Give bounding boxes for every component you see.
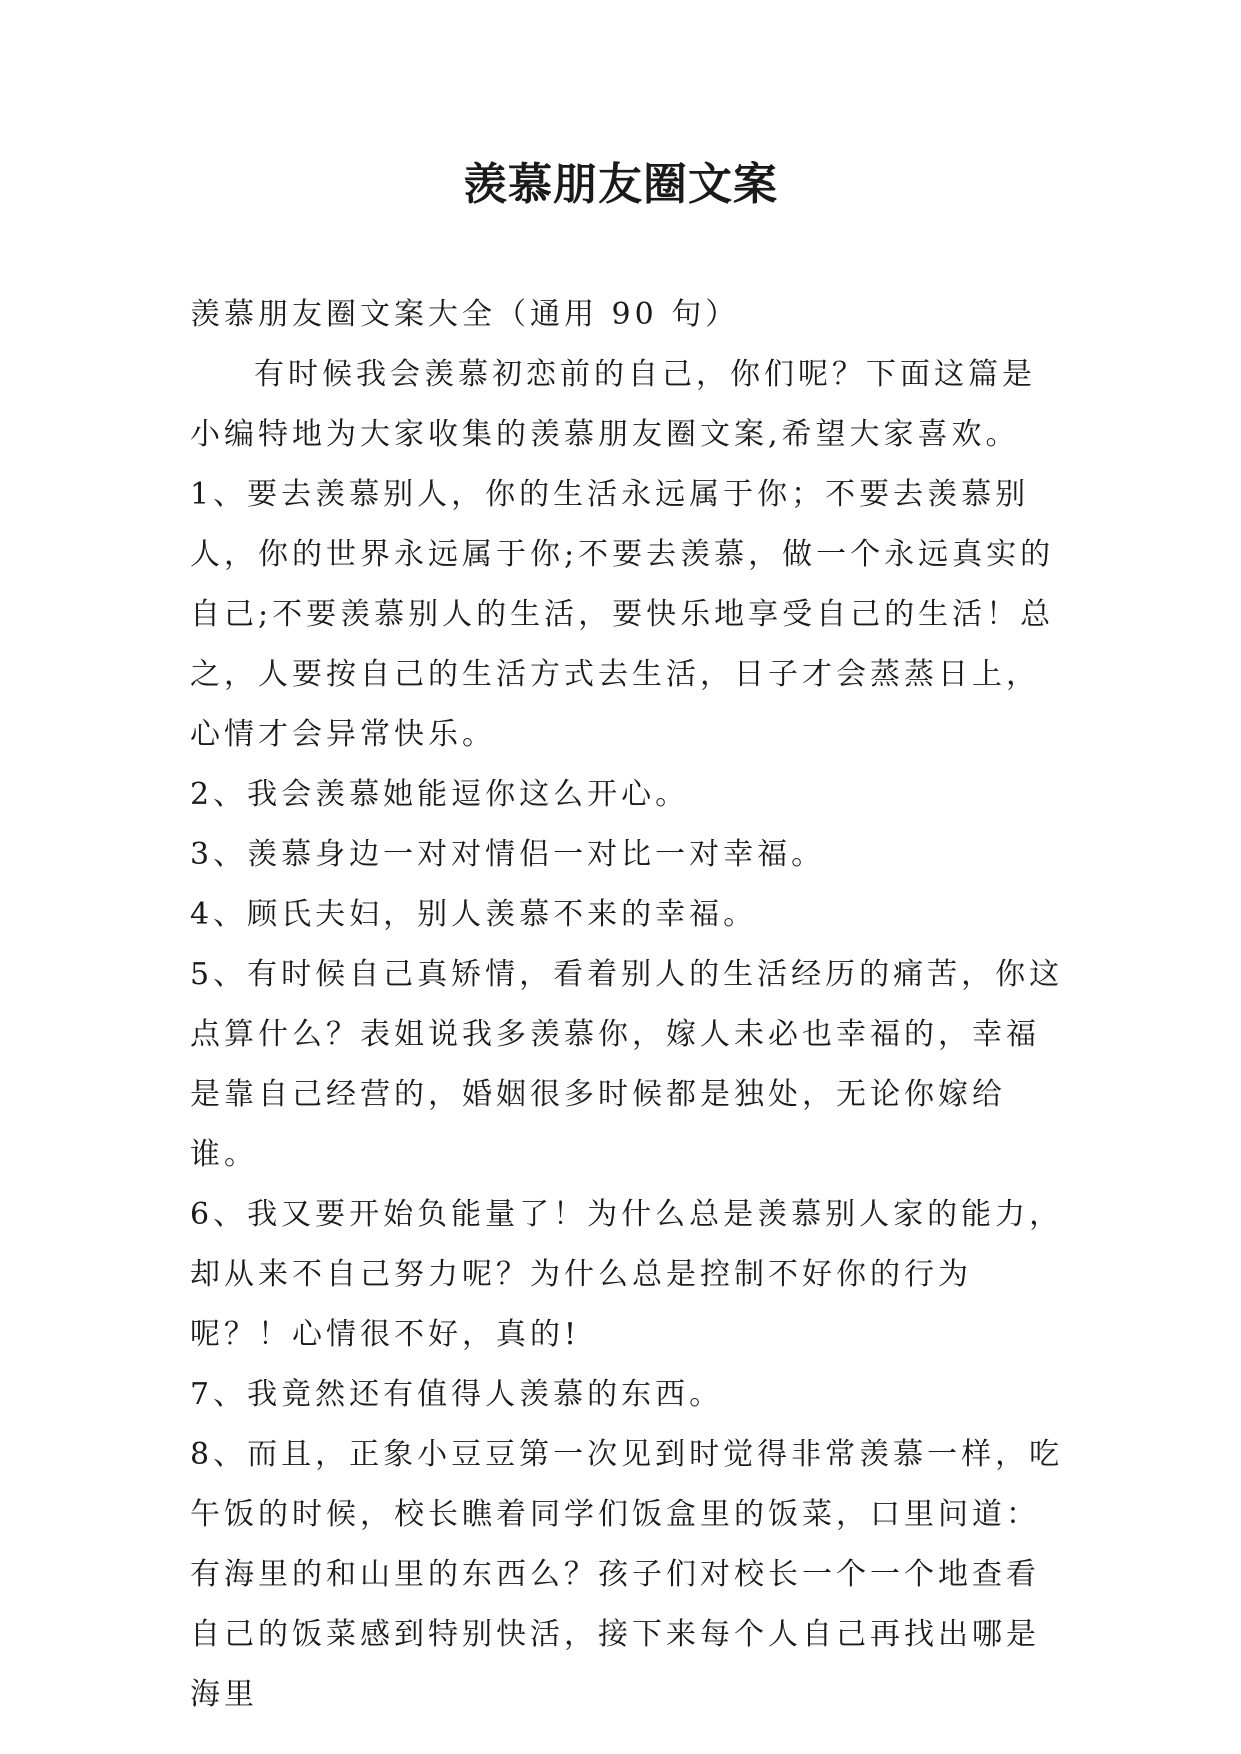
list-item: 6、我又要开始负能量了！为什么总是羡慕别人家的能力，却从来不自己努力呢？为什么总是控制不好你的行为呢？！心情很不好，真的! bbox=[190, 1197, 1064, 1352]
list-item: 3、羡慕身边一对对情侣一对比一对幸福。 bbox=[190, 837, 826, 872]
list-item: 7、我竟然还有值得人羡慕的东西。 bbox=[190, 1377, 724, 1412]
intro-paragraph: 有时候我会羡慕初恋前的自己，你们呢？下面这篇是小编特地为大家收集的羡慕朋友圈文案,希望大家喜欢。 bbox=[190, 357, 1036, 452]
list-item: 5、有时候自己真矫情，看着别人的生活经历的痛苦，你这点算什么？表姐说我多羡慕你，嫁人未必也幸福的，幸福是靠自己经营的，婚姻很多时候都是独处，无论你嫁给谁。 bbox=[190, 957, 1064, 1172]
list-item: 1、要去羡慕别人，你的生活永远属于你；不要去羡慕别人，你的世界永远属于你;不要去羡慕，做一个永远真实的自己;不要羡慕别人的生活，要快乐地享受自己的生活！总之，人要按自己的生活方式去生活，日子才会蒸蒸日上，心情才会异常快乐。 bbox=[190, 477, 1055, 752]
list-item: 2、我会羡慕她能逗你这么开心。 bbox=[190, 777, 690, 812]
document-title: 羡慕朋友圈文案 bbox=[463, 159, 778, 210]
document-body bbox=[190, 285, 1065, 1725]
list-item: 4、顾氏夫妇，别人羡慕不来的幸福。 bbox=[190, 897, 758, 932]
document-subtitle: 羡慕朋友圈文案大全（通用 90 句） bbox=[190, 297, 740, 332]
list-item: 8、而且，正象小豆豆第一次见到时觉得非常羡慕一样，吃午饭的时候，校长瞧着同学们饭盒里的饭菜，口里问道：有海里的和山里的东西么？孩子们对校长一个一个地查看自己的饭菜感到特别快活，接下来每个人自己再找出哪是海里 bbox=[190, 1437, 1064, 1712]
